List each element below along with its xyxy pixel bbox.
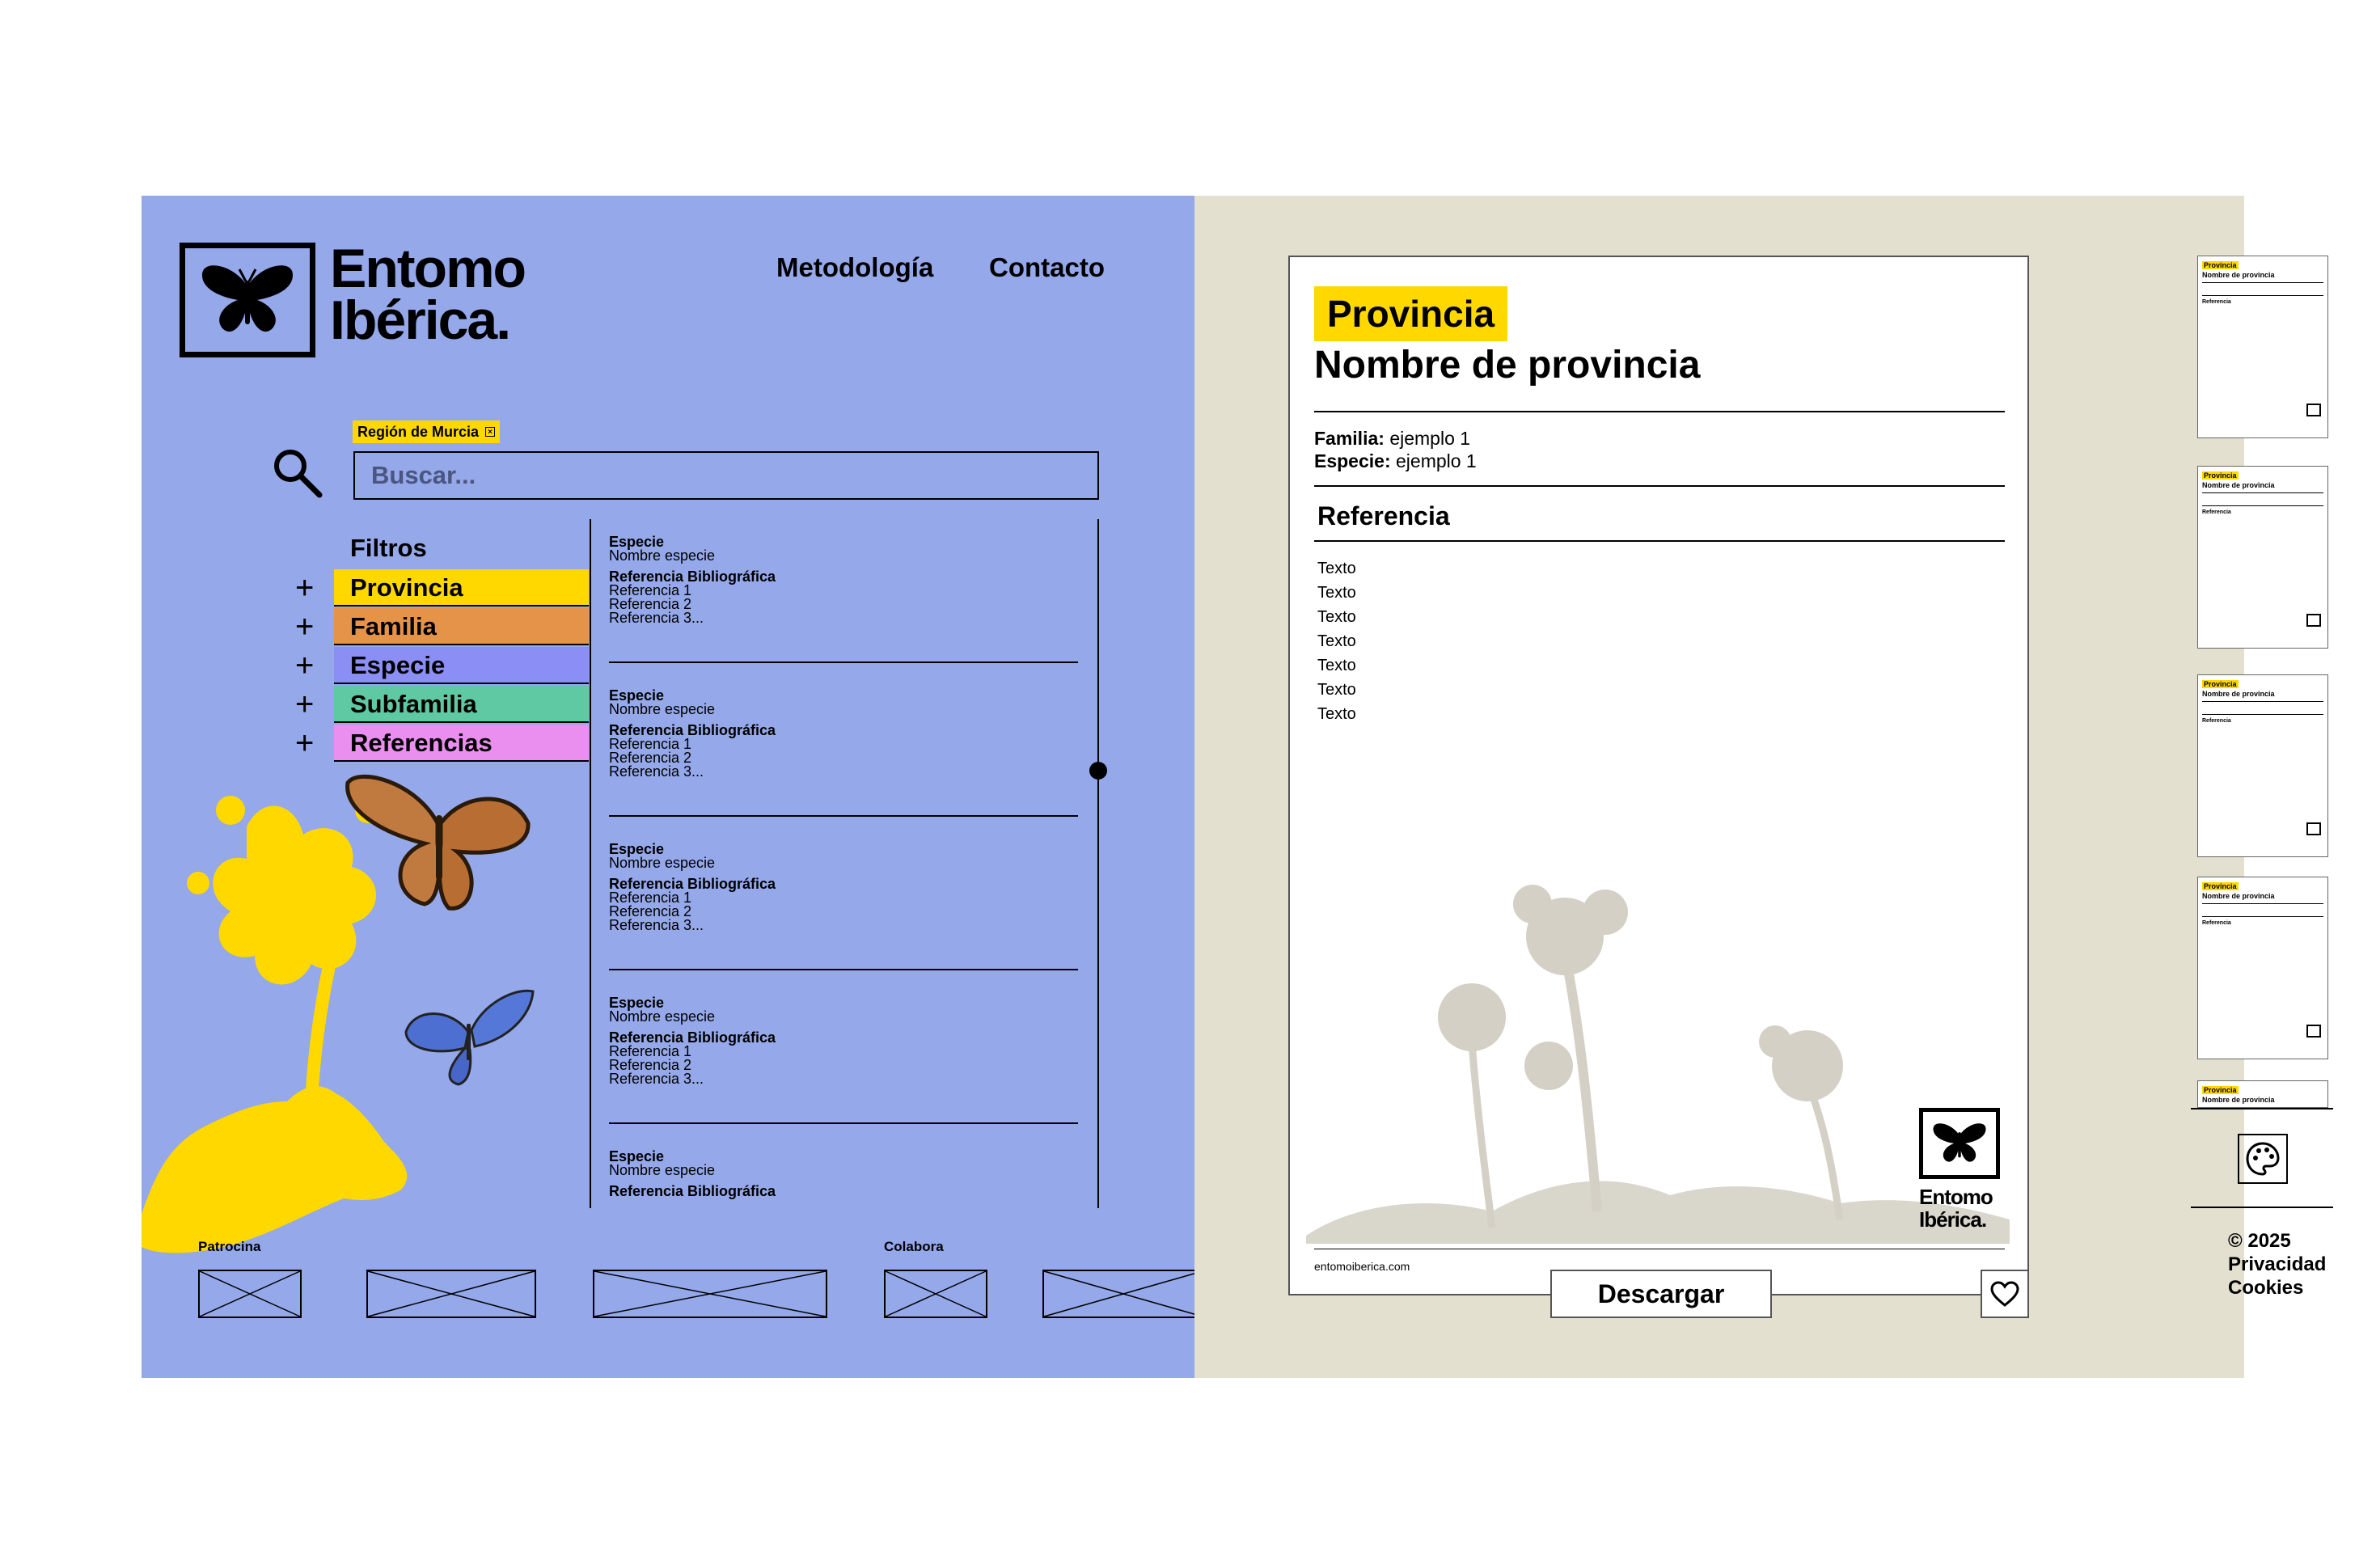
document-province-tag: Provincia (1314, 286, 1507, 341)
sponsor-logo-placeholder[interactable] (198, 1270, 302, 1318)
logo-icon (2306, 404, 2321, 416)
legal-links (2228, 1229, 2326, 1300)
filters-title: Filtros (350, 534, 427, 562)
thumbnail-name: Nombre de provincia (2202, 271, 2275, 279)
cookies-link[interactable]: Cookies (2228, 1277, 2304, 1299)
thumbnail-tag: Provincia (2204, 1086, 2237, 1094)
species-name: Nombre especie (609, 1008, 716, 1025)
document-text: Texto (1317, 657, 1356, 674)
species-label: Especie (609, 995, 665, 1011)
collab-logo-placeholder[interactable] (1042, 1270, 1204, 1318)
app-card (142, 196, 2327, 1378)
reference-label: Referencia Bibliográfica (609, 722, 776, 738)
nav-contacto[interactable]: Contacto (989, 252, 1105, 282)
search-icon[interactable] (271, 446, 323, 498)
reference-item: Referencia 3... (609, 610, 704, 626)
thumbnail-name: Nombre de provincia (2202, 1096, 2275, 1104)
reference-item: Referencia 2 (609, 1057, 692, 1073)
plus-icon[interactable]: + (295, 648, 315, 683)
document-preview (1288, 256, 2029, 1295)
brand-logo[interactable] (180, 238, 526, 357)
reference-item: Referencia 1 (609, 736, 692, 752)
sponsor-logo-placeholder[interactable] (593, 1270, 827, 1318)
theme-button[interactable] (2238, 1134, 2288, 1184)
species-label: Especie (609, 534, 665, 550)
filter-referencias[interactable]: Referencias (334, 725, 589, 762)
thumbnail-tag: Provincia (2204, 471, 2237, 480)
divider (2191, 1207, 2333, 1208)
document-meta (1314, 427, 1477, 472)
plus-icon[interactable]: + (295, 609, 315, 645)
reference-item: Referencia 2 (609, 750, 692, 766)
search-input[interactable]: Buscar... (353, 451, 1099, 500)
species-label: Especie (609, 841, 665, 857)
divider (609, 969, 1078, 970)
document-text: Texto (1317, 632, 1356, 650)
document-text: Texto (1317, 705, 1356, 723)
reference-item: Referencia 1 (609, 582, 692, 598)
plus-icon[interactable]: + (295, 687, 315, 722)
thumbnail-tag: Provincia (2204, 882, 2237, 890)
thumbnail-ref: Referencia (2202, 920, 2231, 926)
logo-icon (2306, 822, 2321, 835)
thumbnail-tag: Provincia (2204, 680, 2237, 688)
species-name: Nombre especie (609, 701, 716, 717)
thumbnail-name: Nombre de provincia (2202, 690, 2275, 698)
logo-icon (2306, 614, 2321, 627)
reference-label: Referencia Bibliográfica (609, 568, 776, 585)
page-thumbnail[interactable] (2197, 466, 2328, 649)
species-label: Especie (609, 687, 665, 704)
document-logo (1919, 1108, 2003, 1231)
collab-logo-placeholder[interactable] (884, 1270, 987, 1318)
document-logo-line-2: Ibérica. (1919, 1207, 1987, 1232)
reference-item: Referencia 3... (609, 917, 704, 933)
reference-item: Referencia 2 (609, 596, 692, 612)
reference-item: Referencia 2 (609, 903, 692, 919)
reference-item: Referencia 1 (609, 890, 692, 906)
active-filter-tag[interactable] (353, 421, 500, 443)
document-text: Texto (1317, 560, 1356, 577)
reference-item: Referencia 1 (609, 1043, 692, 1059)
page-thumbnail[interactable] (2197, 674, 2328, 857)
divider (1314, 411, 2005, 412)
logo-icon (2306, 1025, 2321, 1038)
favorite-button[interactable] (1981, 1270, 2029, 1318)
privacy-link[interactable]: Privacidad (2228, 1253, 2327, 1275)
document-text: Texto (1317, 584, 1356, 602)
nav-metodologia[interactable]: Metodología (776, 252, 934, 282)
brand-line-1: Entomo (330, 238, 526, 299)
page-thumbnail[interactable] (2197, 877, 2328, 1059)
list-item[interactable] (609, 843, 1062, 932)
heart-icon (1990, 1281, 2019, 1307)
divider (609, 661, 1078, 663)
species-value: ejemplo 1 (1396, 450, 1477, 471)
thumbnail-ref: Referencia (2202, 509, 2231, 515)
document-text: Texto (1317, 681, 1356, 699)
document-logo-line-1: Entomo (1919, 1185, 1993, 1209)
page-thumbnail[interactable] (2197, 256, 2328, 438)
sponsor-logo-placeholder[interactable] (366, 1270, 536, 1318)
thumbnail-name: Nombre de provincia (2202, 481, 2275, 489)
species-label: Especie (609, 1148, 665, 1164)
results-list (142, 535, 1194, 1208)
divider (1314, 485, 2005, 487)
list-item[interactable] (609, 535, 1062, 625)
thumbnail-name: Nombre de provincia (2202, 892, 2275, 900)
divider (2191, 1108, 2333, 1109)
divider (1314, 540, 2005, 542)
list-item[interactable] (609, 996, 1062, 1086)
reference-label: Referencia Bibliográfica (609, 1183, 776, 1199)
download-button[interactable]: Descargar (1550, 1270, 1772, 1318)
family-label: Familia: (1314, 428, 1385, 449)
butterfly-icon (1919, 1108, 2000, 1179)
palette-icon (2245, 1141, 2281, 1177)
document-url: entomoiberica.com (1314, 1260, 1410, 1273)
document-text-list (1317, 556, 1356, 726)
list-item[interactable] (609, 689, 1062, 779)
collab-label: Colabora (884, 1239, 944, 1254)
species-name: Nombre especie (609, 1162, 716, 1178)
document-text: Texto (1317, 608, 1356, 626)
butterfly-icon (180, 243, 315, 357)
document-reference-title: Referencia (1317, 501, 1450, 530)
list-item[interactable] (609, 1150, 1062, 1198)
filter-subfamilia[interactable]: Subfamilia (334, 686, 589, 723)
filter-provincia[interactable]: Provincia (334, 569, 589, 606)
reference-item: Referencia 3... (609, 763, 704, 780)
brand-line-2: Ibérica. (330, 290, 510, 351)
family-value: ejemplo 1 (1389, 428, 1471, 449)
thumbnail-ref: Referencia (2202, 299, 2231, 305)
sponsor-label: Patrocina (198, 1239, 261, 1254)
plus-icon[interactable]: + (295, 570, 315, 606)
species-name: Nombre especie (609, 547, 716, 564)
active-filter-label: Región de Murcia (357, 424, 480, 440)
thumbnail-tag: Provincia (2204, 261, 2237, 269)
filter-especie[interactable]: Especie (334, 647, 589, 684)
flower-watermark (1306, 856, 2010, 1244)
page-thumbnail[interactable] (2197, 1080, 2328, 1108)
filter-familia[interactable]: Familia (334, 608, 589, 645)
plus-icon[interactable]: + (295, 725, 315, 761)
copyright-text: © 2025 (2228, 1230, 2291, 1252)
divider (609, 1122, 1078, 1124)
reference-label: Referencia Bibliográfica (609, 876, 776, 892)
species-label: Especie: (1314, 450, 1391, 471)
close-icon[interactable]: × (485, 427, 495, 437)
divider (609, 815, 1078, 817)
species-name: Nombre especie (609, 855, 716, 871)
thumbnail-ref: Referencia (2202, 718, 2231, 724)
reference-label: Referencia Bibliográfica (609, 1029, 776, 1046)
left-panel (142, 196, 1194, 1378)
document-province-name: Nombre de provincia (1314, 344, 1701, 387)
right-panel (1194, 196, 2327, 1378)
reference-item: Referencia 3... (609, 1071, 704, 1087)
